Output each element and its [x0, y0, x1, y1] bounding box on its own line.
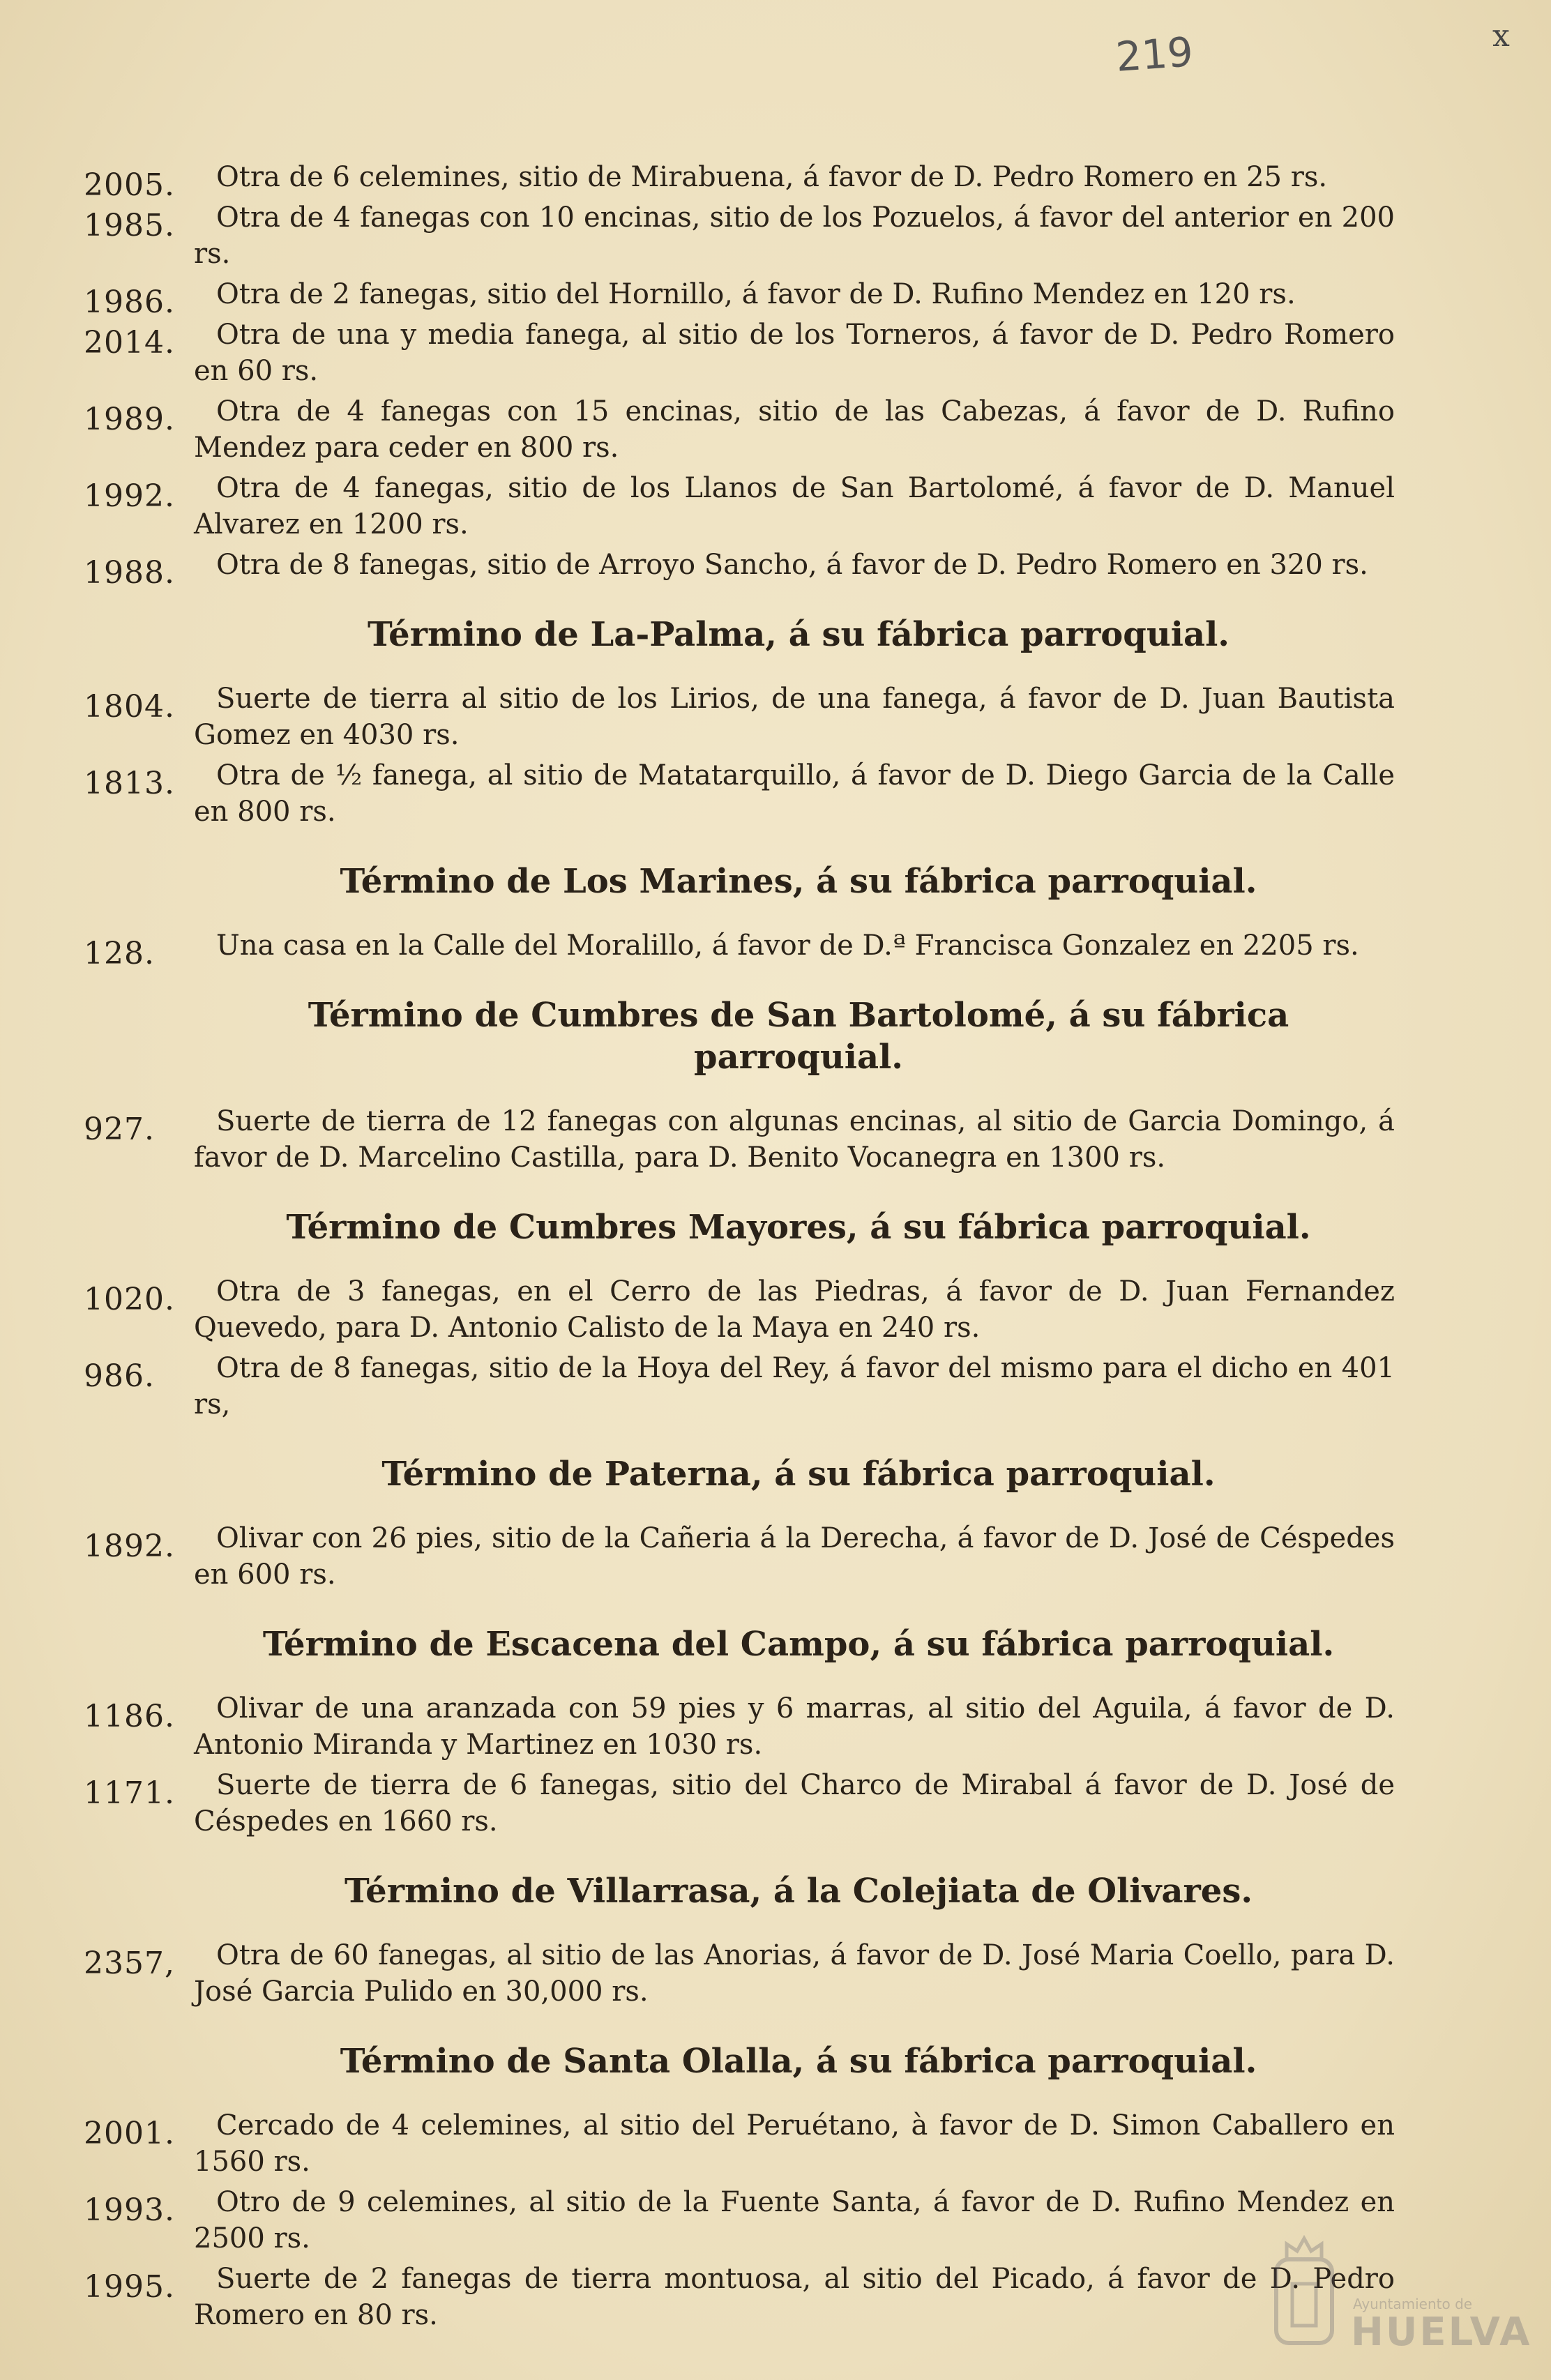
entry-row — [84, 199, 1395, 272]
entry-number: 2001. — [84, 2116, 175, 2151]
section-heading: Término de Cumbres de San Bartolomé, á su fábrica parroquial. — [308, 996, 1289, 1077]
entry-text: Otra de ½ fanega, al sitio de Matatarquillo, á favor de D. Diego Garcia de la Calle en 800 rs. — [194, 759, 1395, 828]
entry-number: 128. — [84, 936, 155, 971]
entry-row — [84, 1520, 1395, 1593]
entry-text: Suerte de tierra de 6 fanegas, sitio del Charco de Mirabal á favor de D. José de Céspedes en 1660 rs. — [194, 1769, 1395, 1837]
entry-number: 1988. — [84, 555, 175, 591]
entry-row — [84, 1103, 1395, 1176]
entry-row — [84, 757, 1395, 830]
entry-number: 986. — [84, 1358, 155, 1394]
section-heading: Término de Cumbres Mayores, á su fábrica parroquial. — [286, 1208, 1311, 1247]
entry-text: Suerte de tierra al sitio de los Lirios, de una fanega, á favor de D. Juan Bautista Gomez en 4030 rs. — [194, 683, 1395, 751]
entry-number: 1993. — [84, 2192, 175, 2228]
entry-number: 1186. — [84, 1699, 175, 1734]
entry-number: 1892. — [84, 1529, 175, 1564]
entry-number: 1995. — [84, 2269, 175, 2305]
entry-number: 2357, — [84, 1946, 175, 1981]
entry-number: 927. — [84, 1112, 155, 1147]
entry-row — [84, 927, 1395, 971]
entry-row — [84, 1273, 1395, 1346]
entry-row — [84, 1690, 1395, 1763]
entry-text: Otra de 8 fanegas, sitio de la Hoya del Rey, á favor del mismo para el dicho en 401 rs, — [194, 1352, 1395, 1420]
entry-row — [84, 276, 1395, 320]
entry-text: Otra de 8 fanegas, sitio de Arroyo Sancho, á favor de D. Pedro Romero en 320 rs. — [216, 549, 1368, 581]
crest-icon — [1266, 2231, 1342, 2357]
entry-text: Otra de 2 fanegas, sitio del Hornillo, á favor de D. Rufino Mendez en 120 rs. — [216, 278, 1296, 310]
entry-text: Otra de 4 fanegas, sitio de los Llanos de San Bartolomé, á favor de D. Manuel Alvarez en 1200 rs. — [194, 472, 1395, 540]
watermark-line1: Ayuntamiento de — [1353, 2296, 1473, 2312]
section-heading: Término de Escacena del Campo, á su fábrica parroquial. — [262, 1625, 1335, 1664]
entry-number: 1804. — [84, 689, 175, 725]
entry-row — [84, 470, 1395, 543]
entry-text: Otra de 3 fanegas, en el Cerro de las Piedras, á favor de D. Juan Fernandez Quevedo, para D. Antonio Calisto de la Maya en 240 rs. — [194, 1275, 1395, 1344]
section-heading: Término de Villarrasa, á la Colejiata de Olivares. — [344, 1872, 1253, 1911]
entry-row — [84, 393, 1395, 466]
entry-text: Otra de 60 fanegas, al sitio de las Anorias, á favor de D. José Maria Coello, para D. José Garcia Pulido en 30,000 rs. — [194, 1939, 1395, 2008]
entry-text: Una casa en la Calle del Moralillo, á favor de D.ª Francisca Gonzalez en 2205 rs. — [216, 930, 1359, 962]
watermark-line2: HUELVA — [1351, 2310, 1532, 2355]
entry-number: 1989. — [84, 402, 175, 437]
entry-text: Suerte de tierra de 12 fanegas con algunas encinas, al sitio de Garcia Domingo, á favor de D. Marcelino Castilla, para D. Benito Vocanegra en 1300 rs. — [194, 1105, 1395, 1174]
entry-row — [84, 2107, 1395, 2180]
entry-number: 1020. — [84, 1282, 175, 1317]
entry-text: Suerte de 2 fanegas de tierra montuosa, al sitio del Picado, á favor de D. Pedro Romero en 80 rs. — [194, 2263, 1395, 2331]
entry-row — [84, 159, 1395, 203]
entry-number: 1985. — [84, 208, 175, 243]
entry-row — [84, 1767, 1395, 1840]
entry-number: 2005. — [84, 167, 175, 203]
entry-number: 2014. — [84, 325, 175, 361]
entry-row — [84, 1937, 1395, 2010]
entry-number: 1986. — [84, 285, 175, 320]
entry-number: 1992. — [84, 478, 175, 514]
section-heading: Término de Los Marines, á su fábrica parroquial. — [340, 862, 1257, 901]
entry-text: Cercado de 4 celemines, al sitio del Peruétano, à favor de D. Simon Caballero en 1560 rs. — [194, 2109, 1395, 2178]
entry-text: Otro de 9 celemines, al sitio de la Fuente Santa, á favor de D. Rufino Mendez en 2500 rs. — [194, 2186, 1395, 2254]
entry-row — [84, 2261, 1395, 2333]
page-number: 219 — [1114, 28, 1195, 81]
section-heading: Término de La-Palma, á su fábrica parroquial. — [367, 615, 1230, 654]
entry-text: Otra de 4 fanegas con 10 encinas, sitio de los Pozuelos, á favor del anterior en 200 rs. — [194, 202, 1395, 270]
section-heading: Término de Santa Olalla, á su fábrica parroquial. — [340, 2042, 1257, 2081]
document-body — [84, 159, 1395, 2354]
entry-text: Otra de una y media fanega, al sitio de los Torneros, á favor de D. Pedro Romero en 60 rs. — [194, 319, 1395, 387]
section-heading: Término de Paterna, á su fábrica parroquial. — [381, 1455, 1216, 1494]
entry-number: 1171. — [84, 1775, 175, 1811]
entry-number: 1813. — [84, 766, 175, 801]
entry-row — [84, 547, 1395, 591]
entry-text: Olivar con 26 pies, sitio de la Cañeria á la Derecha, á favor de D. José de Céspedes en 600 rs. — [194, 1522, 1395, 1591]
entry-text: Olivar de una aranzada con 59 pies y 6 marras, al sitio del Aguila, á favor de D. Antonio Miranda y Martinez en 1030 rs. — [194, 1692, 1395, 1761]
entry-row — [84, 1350, 1395, 1423]
corner-mark: x — [1492, 18, 1510, 54]
entry-text: Otra de 6 celemines, sitio de Mirabuena, á favor de D. Pedro Romero en 25 rs. — [216, 161, 1328, 193]
entry-text: Otra de 4 fanegas con 15 encinas, sitio de las Cabezas, á favor de D. Rufino Mendez para ceder en 800 rs. — [194, 395, 1395, 464]
entry-row — [84, 317, 1395, 389]
entry-row — [84, 2184, 1395, 2257]
entry-row — [84, 681, 1395, 753]
watermark-logo — [1266, 2231, 1532, 2364]
